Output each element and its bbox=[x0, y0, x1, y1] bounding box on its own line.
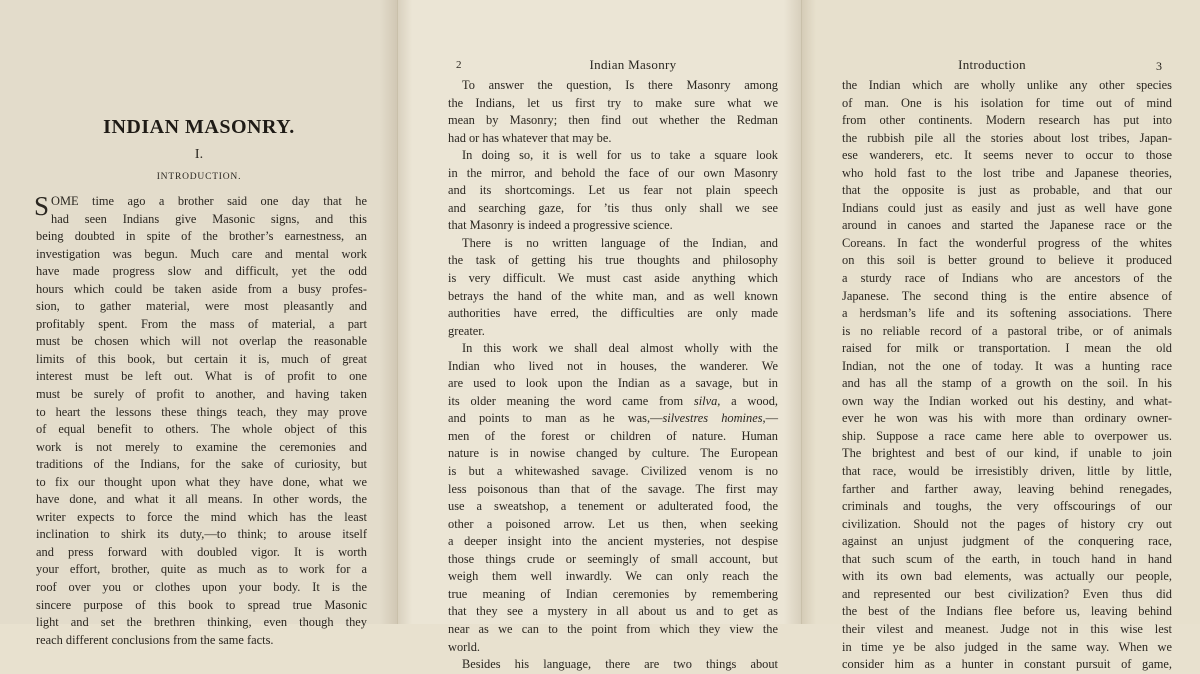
page-fold-shadow bbox=[784, 0, 802, 624]
text-line: from other continents. Modern research has put into bbox=[842, 113, 1172, 128]
text-line: with its own bad elements, was actually our people, bbox=[842, 569, 1172, 584]
text-line: Coreans. In fact the wonderful progress of the whites bbox=[842, 235, 1172, 250]
page-fold-shadow bbox=[398, 0, 412, 624]
text-line: civilization. Should not the pages of history cry out bbox=[842, 516, 1172, 531]
text-line: on this soil is better ground to believe it produced bbox=[842, 253, 1172, 268]
book-title: INDIAN MASONRY. bbox=[103, 116, 295, 138]
page-number: 2 bbox=[456, 59, 462, 71]
text-line: true meaning of Indian ceremonies by remembering bbox=[448, 586, 778, 601]
text-line: roof over you or clothes upon your body. It is the bbox=[36, 580, 367, 595]
text-line: and searching gaze, for ’tis thus only shall we see bbox=[448, 200, 778, 215]
text-line: is very difficult. We must cast aside anything which bbox=[448, 271, 778, 286]
text-run: and points to man as he was,— bbox=[448, 411, 663, 426]
text-line: ship. Suppose a race came here able to overpower us. bbox=[842, 428, 1172, 443]
chapter-subheading: INTRODUCTION. bbox=[156, 172, 242, 182]
text-line: There is no written language of the Indian, and bbox=[462, 235, 778, 250]
text-line: in time ye be also judged in the same way. When we bbox=[842, 639, 1172, 654]
text-line: sincere purpose of this book to spread true Masonic bbox=[36, 597, 367, 612]
text-line: light and set the brethren thinking, even though they bbox=[36, 615, 367, 630]
text-line: world. bbox=[448, 639, 481, 654]
text-line: that the opposite is just as probable, and that our bbox=[842, 183, 1172, 198]
text-line: and has all the stamp of a growth on the soil. In his bbox=[842, 376, 1172, 391]
text-line: The brightest and best of our kind, if unable to join bbox=[842, 446, 1172, 461]
text-line: Indians could just as easily and just as well have gone bbox=[842, 200, 1172, 215]
text-line: that race, would be irresistibly driven, little by little, bbox=[842, 464, 1172, 479]
body-text bbox=[448, 77, 778, 674]
text-line: interest must be left out. What is of profit to one bbox=[36, 369, 367, 384]
text-line: profitably spent. From the mass of material, a part bbox=[36, 316, 367, 331]
text-line: authorities have erred, the difficulties are only made bbox=[448, 306, 778, 321]
text-line: those things crude or seemingly of small account, but bbox=[448, 551, 778, 566]
body-text bbox=[36, 193, 367, 649]
text-line bbox=[448, 393, 778, 411]
text-line: traditions of the Indians, for the sake of curiosity, but bbox=[36, 457, 367, 472]
text-line: a deeper insight into the ancient mysteries, not despise bbox=[448, 534, 778, 549]
text-line: weigh them well inwardly. We can only reach the bbox=[448, 569, 778, 584]
italic-term: silva, bbox=[693, 393, 721, 408]
page-fold-shadow bbox=[380, 0, 398, 624]
text-line: and its shortcomings. Let us fear not plain speech bbox=[448, 183, 778, 198]
text-line: and represented our best civilization? Even thus did bbox=[842, 586, 1172, 601]
text-line: near as we can to the point from which they view the bbox=[448, 621, 778, 636]
running-head: Introduction bbox=[958, 57, 1026, 72]
text-line: use a sweatshop, a tenement or adulterated food, the bbox=[448, 499, 778, 514]
text-line: ese wanderers, etc. It seems never to occur to those bbox=[842, 148, 1172, 163]
text-line: of equal benefit to others. The whole object of this bbox=[36, 422, 367, 437]
text-line: betrays the hand of the white man, and as well known bbox=[448, 288, 778, 303]
text-line: hours which could be taken aside from a busy profes- bbox=[36, 281, 367, 296]
text-run: its older meaning the word came from bbox=[448, 393, 694, 408]
text-line: and press forward with doubled vigor. It is worth bbox=[36, 544, 367, 559]
text-line: had seen Indians give Masonic signs, and this bbox=[51, 211, 367, 226]
running-head: Indian Masonry bbox=[589, 57, 677, 72]
page-number: 3 bbox=[1156, 59, 1163, 73]
text-line: investigation was begun. Much care and mental work bbox=[36, 246, 367, 261]
text-line: against an unjust judgment of the conquering race, bbox=[842, 534, 1172, 549]
text-line: sion, to gather material, were most pleasantly and bbox=[36, 299, 367, 314]
text-run: — bbox=[765, 411, 778, 426]
text-line: criminals and toughs, the very offscourings of our bbox=[842, 499, 1172, 514]
chapter-number: I. bbox=[194, 147, 204, 162]
text-line: In this work we shall deal almost wholly with the bbox=[462, 341, 778, 356]
text-line: mean by Masonry; then find out whether the Redman bbox=[448, 113, 778, 128]
text-line: ever he won was his with more than ordinary owner- bbox=[842, 411, 1172, 426]
text-line: that they see a mystery in all about us and to get as bbox=[448, 604, 778, 619]
text-line: have done, and what it all means. In other words, the bbox=[36, 492, 367, 507]
text-line: Indian who lived not in houses, the wanderer. We bbox=[448, 358, 778, 373]
page-left bbox=[0, 0, 398, 647]
text-line: who hold fast to the lost tribe and Japanese theories, bbox=[842, 165, 1172, 180]
text-line: raised for milk or transportation. I mean the old bbox=[842, 341, 1172, 356]
text-line: had or has whatever that may be. bbox=[448, 130, 612, 145]
text-line: around in canoes and started the Japanese race or the bbox=[842, 218, 1172, 233]
text-line: Indian, not the one of today. It was a hunting race bbox=[842, 358, 1172, 373]
text-line: must be chosen which will not overlap the reasonable bbox=[36, 334, 367, 349]
text-line: the best of the Indians flee before us, leaving behind bbox=[842, 604, 1172, 619]
text-line: of man. One is his isolation for time out of mind bbox=[842, 95, 1172, 110]
text-line bbox=[448, 410, 778, 428]
text-line: In doing so, it is well for us to take a square look bbox=[462, 148, 778, 163]
text-line: inclination to shirk its duty,—to think; to arouse itself bbox=[36, 527, 367, 542]
page-middle bbox=[398, 0, 802, 672]
text-line: farther and farther away, leaving behind renegades, bbox=[842, 481, 1172, 496]
text-line: is no reliable record of a pastoral tribe, or of animals bbox=[842, 323, 1172, 338]
text-line: a sturdy race of Indians who are ancestors of the bbox=[842, 271, 1172, 286]
drop-cap: S bbox=[34, 191, 50, 221]
text-line: that Masonry is indeed a progressive science. bbox=[448, 218, 673, 233]
text-line: the task of getting his true thoughts and philosophy bbox=[448, 253, 778, 268]
text-line: being doubted in spite of the brother’s earnestness, an bbox=[36, 229, 367, 244]
text-line: must be surely of profit to another, and having taken bbox=[36, 387, 367, 402]
text-line: To answer the question, Is there Masonry among bbox=[462, 78, 778, 92]
text-line: nature is in nowise changed by culture. The European bbox=[448, 446, 778, 461]
text-line: limits of this book, but certain it is, much of great bbox=[36, 351, 367, 366]
text-run: a wood, bbox=[720, 393, 778, 408]
text-line: are used to look upon the Indian as a savage, but in bbox=[448, 376, 778, 391]
text-line: a herdsman’s life and its softening associations. There bbox=[842, 306, 1172, 321]
text-line: is but a whitewashed savage. Civilized venom is no bbox=[448, 464, 778, 479]
text-line: the rubbish pile all the stories about lost tribes, Japan- bbox=[842, 130, 1172, 145]
body-text bbox=[842, 77, 1172, 674]
text-line: Besides his language, there are two things about bbox=[462, 657, 778, 672]
page-right bbox=[802, 0, 1200, 672]
text-line: have made progress slow and difficult, yet the odd bbox=[36, 264, 367, 279]
text-line: to fix our thought upon what they have done, what we bbox=[36, 474, 367, 489]
text-line: writer expects to force the mind which has the least bbox=[36, 509, 367, 524]
text-line: that such scum of the earth, in touch hand in hand bbox=[842, 551, 1172, 566]
text-line: own way the Indian worked out his destiny, and what- bbox=[842, 393, 1172, 408]
page-fold-shadow bbox=[802, 0, 816, 624]
text-line: other a poisoned arrow. Let us then, when seeking bbox=[448, 516, 778, 531]
text-line: to heart the lessons these things teach, they may prove bbox=[36, 404, 367, 419]
text-line: work is not merely to examine the ceremonies and bbox=[36, 439, 367, 454]
text-line: men of the forest or children of nature. Human bbox=[448, 428, 778, 443]
text-line: their vilest and meanest. Judge not in this wise lest bbox=[842, 621, 1172, 636]
text-line: consider him as a hunter in constant pursuit of game, bbox=[842, 657, 1172, 672]
text-line: reach different conclusions from the same facts. bbox=[36, 632, 274, 647]
text-line: less poisonous than that of the savage. The first may bbox=[448, 481, 778, 496]
text-line: Japanese. The second thing is the entire absence of bbox=[842, 288, 1172, 303]
text-line: OME time ago a brother said one day that he bbox=[51, 194, 367, 208]
italic-term: silvestres homines, bbox=[662, 411, 766, 426]
text-line: the Indian which are wholly unlike any other species bbox=[842, 78, 1172, 92]
text-line: the Indians, let us first try to make sure what we bbox=[448, 95, 778, 110]
text-line: greater. bbox=[448, 323, 485, 338]
text-line: your effort, brother, quite as much as to work for a bbox=[36, 562, 367, 577]
text-line: in the mirror, and behold the face of our own Masonry bbox=[448, 165, 778, 180]
